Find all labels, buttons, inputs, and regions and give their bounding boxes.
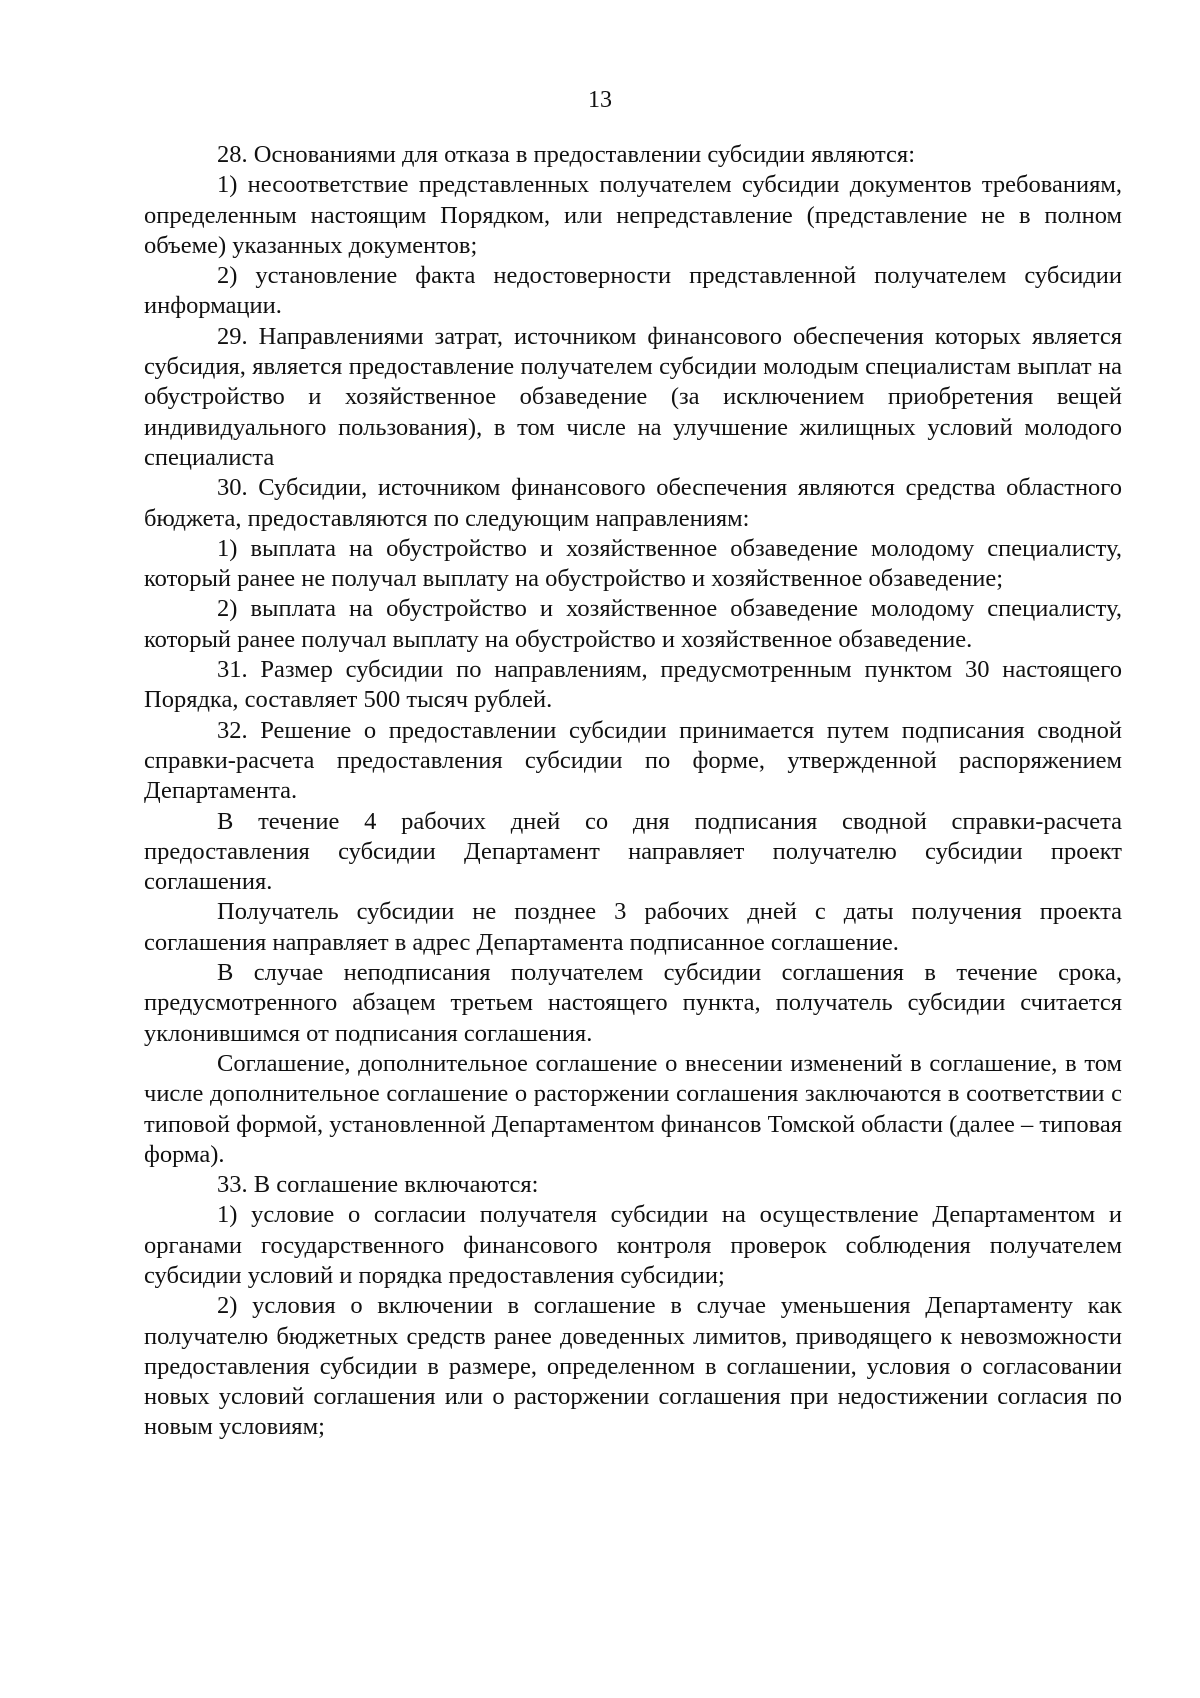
paragraph-32: 32. Решение о предоставлении субсидии принимается путем подписания сводной справки-расчета предоставления субсидии по форме, утвержденной распоряжением Департамента. [144, 716, 1122, 805]
paragraph-28: 28. Основаниями для отказа в предоставлении субсидии являются: [217, 141, 916, 168]
paragraph-29: 29. Направлениями затрат, источником финансового обеспечения которых является субсидия, является предоставление получателем субсидии молодым специалистам выплат на обустройство и хозяйственное обзаведение (за исключением приобретения вещей индивидуального пользования), в том числе на улучшение жилищных условий молодого специалиста [144, 322, 1122, 471]
paragraph-31: 31. Размер субсидии по направлениям, предусмотренным пунктом 30 настоящего Порядка, составляет 500 тысяч рублей. [144, 656, 1122, 714]
paragraph-30-item-2: 2) выплата на обустройство и хозяйственное обзаведение молодому специалисту, который ранее получал выплату на обустройство и хозяйственное обзаведение. [144, 595, 1122, 653]
page-number: 13 [588, 87, 612, 113]
paragraph-33: 33. В соглашение включаются: [217, 1171, 539, 1199]
paragraph-33-item-1: 1) условие о согласии получателя субсидии на осуществление Департаментом и органами государственного финансового контроля проверок соблюдения получателем субсидии условий и порядка предоставления субсидии; [144, 1201, 1122, 1289]
paragraph-28-item-2: 2) установление факта недостоверности представленной получателем субсидии информации. [144, 262, 1122, 320]
paragraph-28-item-1: 1) несоответствие представленных получателем субсидии документов требованиям, определенным настоящим Порядком, или непредставление (представление не в полном объеме) указанных документов; [144, 171, 1122, 259]
paragraph-32-abzac-4: В случае неподписания получателем субсидии соглашения в течение срока, предусмотренного абзацем третьем настоящего пункта, получатель субсидии считается уклонившимся от подписания соглашения. [144, 959, 1122, 1047]
paragraph-30: 30. Субсидии, источником финансового обеспечения являются средства областного бюджета, предоставляются по следующим направлениям: [144, 474, 1122, 532]
document-body [144, 140, 1122, 1443]
paragraph-30-item-1: 1) выплата на обустройство и хозяйственное обзаведение молодому специалисту, который ранее не получал выплату на обустройство и хозяйственное обзаведение; [144, 534, 1122, 593]
paragraph-32-abzac-5: Соглашение, дополнительное соглашение о внесении изменений в соглашение, в том числе дополнительное соглашение о расторжении соглашения заключаются в соответствии с типовой формой, установленной Департаментом финансов Томской области (далее – типовая форма). [144, 1049, 1122, 1168]
paragraph-32-abzac-3: Получатель субсидии не позднее 3 рабочих дней с даты получения проекта соглашения направляет в адрес Департамента подписанное соглашение. [144, 898, 1122, 956]
paragraph-32-abzac-2: В течение 4 рабочих дней со дня подписания сводной справки-расчета предоставления субсидии Департамент направляет получателю субсидии проект соглашения. [144, 807, 1122, 896]
paragraph-33-item-2: 2) условия о включении в соглашение в случае уменьшения Департаменту как получателю бюджетных средств ранее доведенных лимитов, приводящего к невозможности предоставления субсидии в размере, определенном в соглашении, условия о согласовании новых условий соглашения или о расторжении соглашения при недостижении согласия по новым условиям; [144, 1292, 1122, 1441]
